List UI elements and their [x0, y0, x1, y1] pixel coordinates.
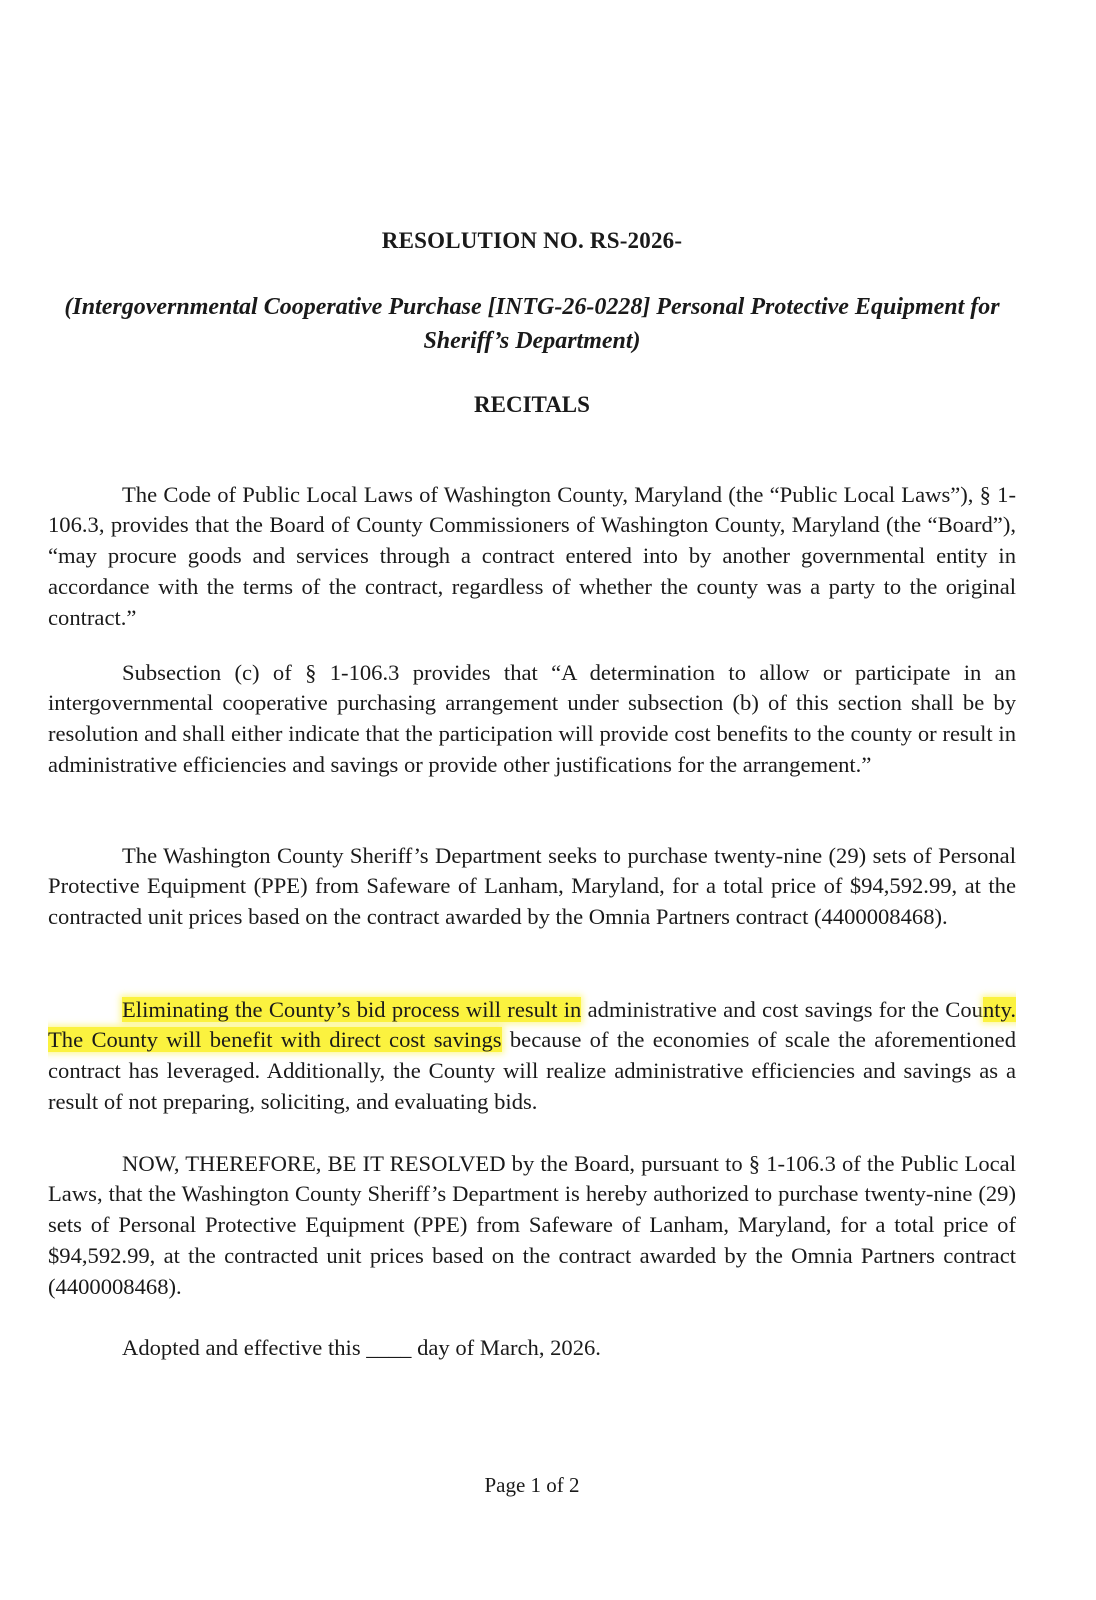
recital-paragraph-subsection-c: Subsection (c) of § 1-106.3 provides that “A determination to allow or participate in an intergovernmental cooperative purchasing arrangement under subsection (b) of this section shall be by resolution and shall either indicate that the participation will provide cost benefits to the county or result in administrative efficiencies and savings or provide other justifications for the arrangement.”	[48, 659, 1016, 777]
resolved-paragraph: NOW, THEREFORE, BE IT RESOLVED by the Board, pursuant to § 1-106.3 of the Public Local Laws, that the Washington County Sheriff’s Department is hereby authorized to purchase twenty-nine (29) sets of Personal Protective Equipment (PPE) from Safeware of Lanham, Maryland, for a total price of $94,592.99, at the contracted unit prices based on the contract awarded by the Omnia Partners contract (4400008468).	[48, 1150, 1016, 1299]
page-number: Page 1 of 2	[484, 1473, 580, 1497]
paragraph-text: because of the economies of scale the aforementioned contract has leveraged. Additionally, the County will realize administrative efficiencies and savings as a result of not preparing, soliciting, and evaluating bids.	[48, 1027, 1016, 1114]
recital-paragraph-public-local-laws: The Code of Public Local Laws of Washington County, Maryland (the “Public Local Laws”), § 1-106.3, provides that the Board of County Commissioners of Washington County, Maryland (the “Board”), “may procure goods and services through a contract entered into by another governmental entity in accordance with the terms of the contract, regardless of whether the county was a party to the original contract.”	[48, 481, 1016, 630]
highlighted-text: Eliminating the County’s bid process will result in	[122, 996, 582, 1022]
resolution-title: RESOLUTION NO. RS-2026-	[381, 228, 683, 253]
recital-paragraph-bid-savings	[48, 995, 1016, 1118]
adopted-line: Adopted and effective this ____ day of March, 2026.	[122, 1334, 601, 1360]
highlighted-text: nty. The County will benefit with direct cost savings	[48, 996, 1016, 1053]
resolution-subtitle: (Intergovernmental Cooperative Purchase [INTG-26-0228] Personal Protective Equipment for Sheriff’s Department)	[64, 294, 1000, 354]
recital-paragraph-ppe-purchase: The Washington County Sheriff’s Department seeks to purchase twenty-nine (29) sets of Personal Protective Equipment (PPE) from Safeware of Lanham, Maryland, for a total price of $94,592.99, at the contracted unit prices based on the contract awarded by the Omnia Partners contract (4400008468).	[48, 842, 1016, 930]
paragraph-text: administrative and cost savings for the Cou	[581, 996, 983, 1022]
recitals-heading: RECITALS	[474, 392, 590, 417]
